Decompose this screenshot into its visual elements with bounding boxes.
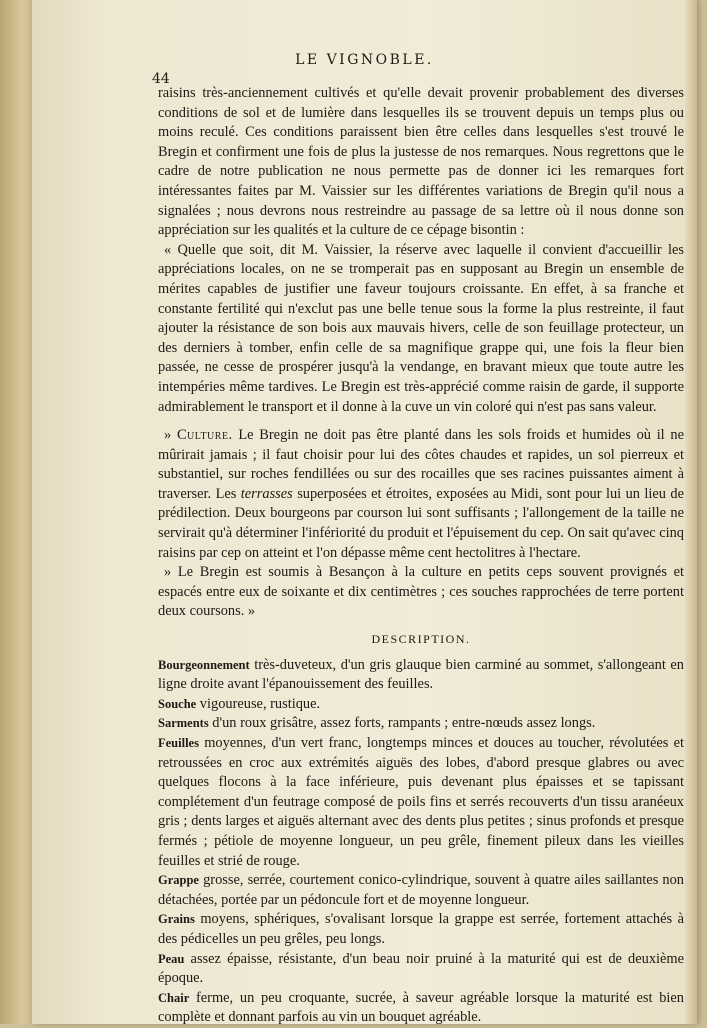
paragraph-origin: raisins très-anciennement cultivés et qu'elle devait provenir probablement des diverses conditions de sol et de lumière dans lesquelles ils se trouvent depuis un temps plus ou moins reculé. Ces conditions paraissent bien être celles dans lesquelles s'est trouvé le Bregin et confirment une fois de plus la justesse de nos remarques. Nous regrettons que le cadre de notre publication ne nous permette pas de donner ici les remarques fort intéressantes faites par M. Vaissier sur les différentes variations de Bregin qu'il nous a signalées ; nous devrons nous restreindre au passage de sa lettre où il nous donne son appréciation sur les qualités et la culture de ce cépage bisontin : xyxy=(158,85,684,239)
page-edge xyxy=(685,0,697,1024)
description-entry: Grappe grosse, serrée, courtement conico-cylindrique, souvent à quatre ailes saillantes non détachées, portée par un pédoncule fort et de moyenne longueur. xyxy=(158,872,684,908)
description-entry: Bourgeonnement très-duveteux, d'un gris glauque bien carminé au sommet, s'allongeant en ligne droite avant l'épanouissement des feuilles. xyxy=(158,656,684,693)
description-entry: Feuilles moyennes, d'un vert franc, longtemps minces et douces au toucher, révolutées et retroussées en croc aux extrémités aiguës des lobes, d'abord presque glabres ou avec quelques flocons à la face inférieure, puis devenant plus épaisses et se tapissant complétement d'un feutrage composé de poils fins et serrés recouverts d'un tissu aranéeux gris ; dents larges et aiguës alternant avec des dents plus petites ; sinus profonds et presque fermés ; pétiole de moyenne longueur, un peu grêle, finement pileux dans les vieilles feuilles et strié de rouge. xyxy=(158,735,684,869)
page-number: 44 xyxy=(152,71,170,87)
description-entry: Chair ferme, un peu croquante, sucrée, à saveur agréable lorsque la maturité est bien complète et donnant parfois au vin un bouquet agréable. xyxy=(158,989,684,1026)
description-term: Grains xyxy=(158,912,195,927)
description-entry: Grains moyens, sphériques, s'ovalisant lorsque la grappe est serrée, fortement attachés à des pédicelles un peu grêles, peu longs. xyxy=(158,911,684,947)
description-entry: Peau assez épaisse, résistante, d'un beau noir pruiné à la maturité qui est de deuxième époque. xyxy=(158,950,684,987)
description-term: Peau xyxy=(158,951,185,966)
paragraph-vaissier-quote: « Quelle que soit, dit M. Vaissier, la réserve avec laquelle il convient d'accueillir les appréciations locales, on ne se tromperait pas en supposant au Bregin un ensemble de mérites capables de justifier une faveur toujours croissante. En effet, à sa franche et constante fertilité qui n'exclut pas une belle tenue sous la forme la plus restreinte, il faut ajouter la résistance de son bois aux mauvais hivers, celle de son feuillage protecteur, un des derniers à tomber, enfin celle de sa magnifique grappe qui, une fois la fleur bien passée, ne cesse de prospérer jusqu'à la vendange, en bravant mieux que toute autre les intempéries même tardives. Le Bregin est très-apprécié comme raisin de garde, il supporte admirablement le transport et il donne à la cuve un vin coloré qui n'est pas sans valeur. xyxy=(158,241,684,415)
description-term: Feuilles xyxy=(158,736,199,750)
terrasses-italic: terrasses xyxy=(240,485,293,502)
description-term: Grappe xyxy=(158,873,199,888)
description-title: DESCRIPTION. xyxy=(371,632,471,647)
description-entry: Souche vigoureuse, rustique. xyxy=(158,695,321,712)
description-entry: Sarments d'un roux grisâtre, assez forts, rampants ; entre-nœuds assez longs. xyxy=(158,715,596,732)
description-term: Souche xyxy=(158,696,197,711)
body-text xyxy=(158,84,684,1028)
description-term: Sarments xyxy=(158,716,209,731)
description-term: Chair xyxy=(158,990,190,1005)
running-head: LE VIGNOBLE. xyxy=(295,52,434,68)
paragraph-culture: » Culture. Le Bregin ne doit pas être planté dans les sols froids et humides où il ne mûrirait jamais ; il faut choisir pour lui des côtes chaudes et rapides, un sol pierreux et substantiel, sur roches fendillées ou sur des rocailles que ses racines puissantes aiment à traverser. Les terrasses superposées et étroites, exposées au Midi, sont pour lui un lieu de prédilection. Deux bourgeons par courson lui sont suffisants ; l'allongement de la taille ne servirait qu'à déterminer l'infériorité du produit et l'épuisement du cep. On sait qu'avec cinq raisins par cep on atteint et l'on dépasse même cent hectolitres à l'hectare. xyxy=(158,427,685,561)
culture-label: Culture. xyxy=(176,427,233,444)
book-page xyxy=(32,0,697,1024)
description-term: Bourgeonnement xyxy=(158,657,250,672)
paragraph-besancon: » Le Bregin est soumis à Besançon à la culture en petits ceps souvent provignés et espacés entre eux de soixante et dix centimètres ; ces souches rapprochées de terre portent deux coursons. » xyxy=(158,564,684,620)
